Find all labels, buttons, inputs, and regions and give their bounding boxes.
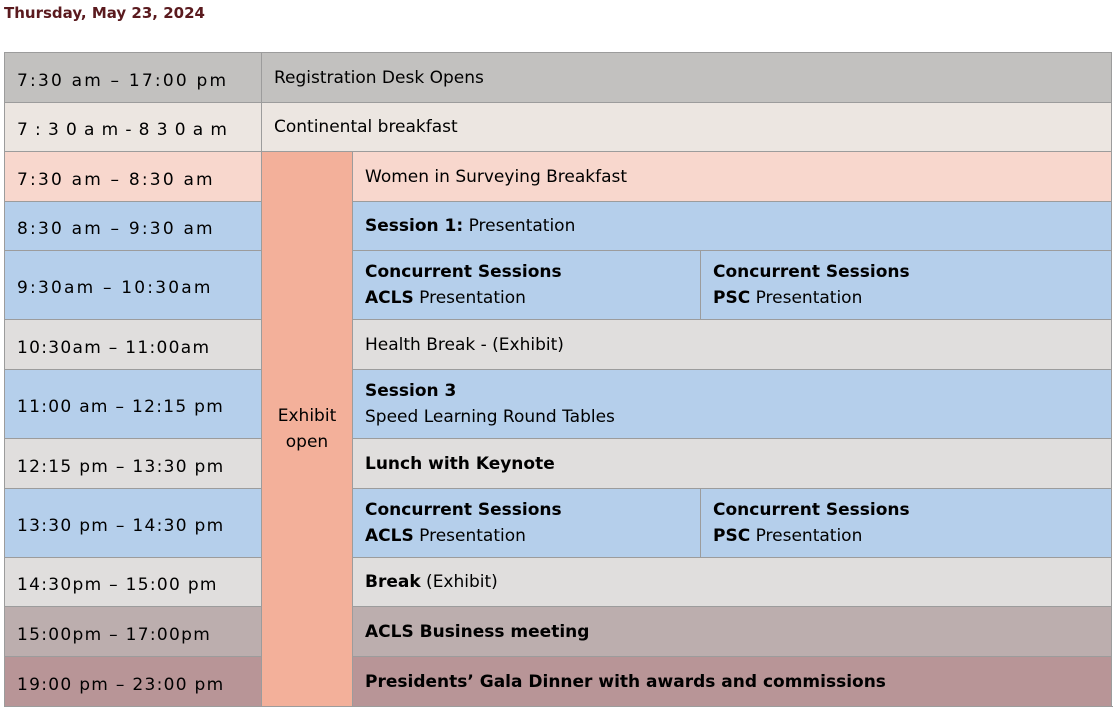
event-cell [353,370,1112,439]
time-cell: 11:00 am – 12:15 pm [5,370,262,439]
time-cell: 9:30am – 10:30am [5,251,262,320]
event-cell [353,202,1112,251]
time-cell: 7:30 am – 17:00 pm [5,53,262,103]
exhibit-label-line2: open [285,432,329,452]
schedule-row [5,489,1112,558]
schedule-row [5,439,1112,489]
event-cell [353,607,1112,657]
session-rest: Presentation [750,526,863,546]
concurrent-session-acls [353,489,701,558]
event-cell [353,558,1112,607]
schedule-row [5,558,1112,607]
event-text: (Exhibit) [420,572,498,592]
session-rest: Presentation [413,288,526,308]
time-cell: 19:00 pm – 23:00 pm [5,657,262,707]
event-text: Speed Learning Round Tables [365,407,615,427]
session-org: ACLS [365,288,414,308]
schedule-row [5,607,1112,657]
concurrent-session-psc [701,489,1112,558]
event-bold: ACLS Business meeting [365,621,590,642]
session-rest: Presentation [413,526,526,546]
session-title: Concurrent Sessions [713,500,910,520]
session-title: Concurrent Sessions [365,500,562,520]
event-bold: Session 3 [365,381,457,401]
session-org: PSC [713,526,751,546]
session-org: PSC [713,288,751,308]
time-cell: 14:30pm – 15:00 pm [5,558,262,607]
time-cell: 15:00pm – 17:00pm [5,607,262,657]
session-rest: Presentation [750,288,863,308]
event-cell: Continental breakfast [262,103,1112,152]
event-bold: Lunch with Keynote [365,453,555,474]
exhibit-open-cell [262,152,353,707]
schedule-row [5,657,1112,707]
concurrent-session-psc [701,251,1112,320]
time-cell: 12:15 pm – 13:30 pm [5,439,262,489]
event-cell [353,439,1112,489]
event-cell: Women in Surveying Breakfast [353,152,1112,202]
concurrent-session-acls [353,251,701,320]
time-cell: 7:30 am – 8:30 am [5,152,262,202]
event-cell: Registration Desk Opens [262,53,1112,103]
schedule-row [5,251,1112,320]
schedule-row [5,370,1112,439]
time-cell: 8:30 am – 9:30 am [5,202,262,251]
schedule-table [4,52,1112,707]
session-title: Concurrent Sessions [365,262,562,282]
event-bold: Break [365,572,421,592]
exhibit-label-line1: Exhibit [277,406,337,426]
session-title: Concurrent Sessions [713,262,910,282]
session-org: ACLS [365,526,414,546]
schedule-row [5,103,1112,152]
date-heading: Thursday, May 23, 2024 [4,4,205,22]
event-cell [353,657,1112,707]
schedule-row [5,320,1112,370]
time-cell: 10:30am – 11:00am [5,320,262,370]
schedule-row [5,53,1112,103]
schedule-row [5,202,1112,251]
schedule-row [5,152,1112,202]
event-text: Presentation [463,216,576,236]
time-cell: 13:30 pm – 14:30 pm [5,489,262,558]
event-bold: Session 1: [365,216,464,236]
time-cell: 7:30am-830am [5,103,262,152]
event-cell: Health Break - (Exhibit) [353,320,1112,370]
event-bold: Presidents’ Gala Dinner with awards and commissions [365,671,886,692]
